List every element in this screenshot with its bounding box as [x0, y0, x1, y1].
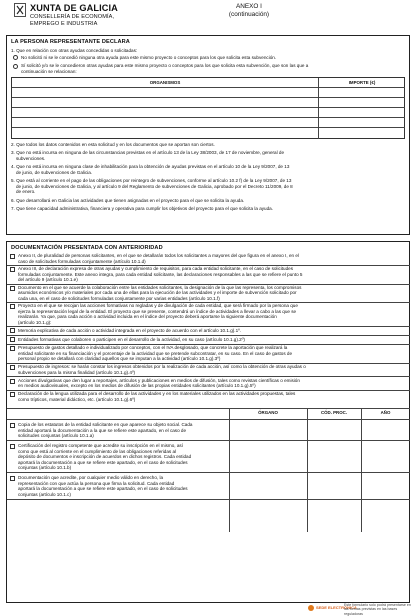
col-organ: ÓRGANO — [258, 410, 278, 415]
doc-registry-l5: conjuntas (artículo 10.1.b) — [18, 465, 72, 470]
opt-yes-label-l1: Sí solicitó y/o se le concedieron otras ayudas para este mismo proyecto o conceptos para los que solicita esta subvención, que son las que a — [21, 63, 309, 68]
sede-logo-icon — [308, 605, 314, 611]
decl-item-5-l1: 5. Que está al corriente en el pago de las obligaciones por reintegro de subvenciones, conforme al artículo 10.2 f) de la Ley 9/2007, de 13 — [11, 178, 292, 183]
doc-statutes-l1: Copia de los estatutos de la entidad solicitante en que aparece su objeto social. Cada — [18, 422, 193, 427]
doc-project-l4: (artículo 10.1.g): — [18, 319, 52, 325]
declaration-section — [6, 35, 410, 235]
aids-table — [11, 77, 405, 139]
doc-registry-l3: depósito de documentos e inscripción de acuerdos en dichos registros. Cada entidad — [18, 454, 192, 459]
doc-checkbox-annex3[interactable] — [10, 267, 15, 272]
doc-project-l2: ejerza la representación legal de la entidad. El proyecto que se presente, contendrá un índice de actividades a llevar a cabo a las que se — [18, 308, 297, 314]
doc-expenses-l1: Presupuesto de gastos detallado e individualizado por conceptos, con el IVA desglosado, que concrete la aportación que realizará la — [18, 345, 288, 350]
doc-annex3-l3: del artículo 9 (artículo 10.1.e) — [18, 277, 78, 282]
decl-item-7: 7. Que tiene capacidad administrativa, financiera y operativa para cumplir los objetivos del proyecto para el que solicita la ayuda. — [11, 206, 273, 211]
doc-collab-l2: asumidos económicos y/o materiales por cada una de ellas para la ejecución de las actividades y el importe de subvención solicitado por — [18, 290, 297, 295]
decl-item-4-l2: de junio, de subvenciones de Galicia. — [16, 169, 93, 175]
opt-no-radio[interactable] — [13, 55, 18, 60]
doc-representation-l4: conjuntas (artículo 10.1.c) — [18, 491, 71, 497]
doc-checkbox-language[interactable] — [10, 392, 15, 397]
footer-note-l1: Este formulario solo podrá presentarse en — [344, 603, 411, 607]
doc-checkbox-representation[interactable] — [10, 476, 15, 481]
doc-representation-l2: representación con que actúa la persona que firma la solicitud. Cada entidad — [18, 480, 175, 486]
doc-registry-l1: Certificación del registro competente que acredite su inscripción en el mismo, así — [18, 443, 183, 448]
documentation-section — [6, 241, 410, 603]
doc-checkbox-expenses[interactable] — [10, 346, 15, 351]
doc-representation-l3: aportará la documentación a que se refiere este apartado, en el caso de solicitudes — [18, 486, 188, 491]
q1-text: 1. Que en relación con otras ayudas concedidas o solicitadas: — [11, 48, 138, 53]
annex-title — [219, 3, 279, 18]
doc-registry-l4: aportará la documentación a que se refiere este apartado, en el caso de solicitudes — [18, 459, 188, 465]
doc-registry-l2: como que está al corriente en el cumplimiento de las obligaciones referidas al — [18, 448, 177, 454]
doc-checkbox-training-entities[interactable] — [10, 337, 15, 342]
annex-label: ANEXO I — [236, 3, 262, 10]
doc-memory: Memoria explicativa de cada acción o actividad integrada en el proyecto de acuerdo con el artículo 10.1.g).1º. — [18, 327, 242, 333]
decl-item-6: 6. Que desarrollará en Galicia las actividades que tienen asignadas en el proyecto para el que se solicita la ayuda. — [11, 198, 245, 203]
doc-language-l2: como trípticos, material didáctico, etc. (artículo 10.1.g).6º) — [18, 396, 136, 402]
doc-expenses-l3: personal propio se detallará con claridad aquellos que se imputan a la actividad (artículo 10.1.g).3º) — [18, 356, 221, 361]
decl-item-4-l1: 4. Que no está incursa en ninguna clase de inhabilitación para la obtención de ayudas previstas en el artículo 10 de la Ley 9/2007, de 13 — [11, 164, 290, 169]
dept-line2: EMPREGO E INDUSTRIA — [30, 21, 98, 27]
doc-annex2-l2: caso de solicitudes formuladas conjuntamente (artículo 10.1.d) — [18, 258, 146, 264]
org-name: XUNTA DE GALICIA — [30, 3, 118, 13]
page-header — [14, 3, 404, 35]
doc-collab-l3: cada una, en el caso de solicitudes formuladas conjuntamente por varias entidades (artículo 10.1.f) — [18, 295, 220, 301]
doc-checkbox-project[interactable] — [10, 304, 15, 309]
decl-item-5-l3: de enero. — [16, 189, 36, 194]
doc-annex2-l1: Anexo II, de pluralidad de personas solicitantes, en el que se detallarán todos los solicitantes a mayores del que figura en el anexo I, en el — [18, 253, 299, 258]
col-code: CÓD. PROC. — [320, 410, 348, 415]
doc-project-l1: Proyecto en el que se recojan las acciones formativas no regladas y de divulgación de cada entidad, que será firmado por la persona que — [18, 303, 298, 308]
doc-checkbox-memory[interactable] — [10, 328, 15, 333]
doc-income-l2: subvenciones para la misma finalidad (artículo 10.1.g).4º) — [18, 369, 136, 375]
doc-checkbox-annex2[interactable] — [10, 254, 15, 259]
decl-item-3-l1: 3. Que no está incursa en ninguna de las circunstancias previstas en el artículo 13 de la Ley 38/2003, de 17 de noviembre, general de — [11, 150, 284, 155]
doc-income-l1: Presupuesto de ingresos: se harán constar los ingresos obtenidos por la realización de cada acción, así como la obtención de otras ayudas o — [18, 364, 306, 369]
opt-yes-radio[interactable] — [13, 64, 18, 69]
col-year: AÑO — [380, 410, 391, 415]
doc-divulgation-l2: en medios audiovisuales, excepto en los medios de difusión de las propias entidades solicitantes (artículo 10.1.g).5º) — [18, 383, 256, 388]
doc-annex3-l2: formuladas conjuntamente. Este anexo integra, para cada entidad solicitante, las declaraciones responsables a las que se refiere el punto 5 — [18, 271, 303, 277]
documentation-title: DOCUMENTACIÓN PRESENTADA CON ANTERIORIDAD — [11, 245, 163, 251]
doc-checkbox-registry[interactable] — [10, 444, 15, 449]
footer-brand: SEDE ELECTRÓNICA — [316, 605, 357, 610]
doc-divulgation-l1: Acciones divulgativas que den lugar a reportajes, artículos y publicaciones en medios de difusión, tales como revistas científicas o emisión — [18, 377, 300, 383]
aids-col-amount: IMPORTE (€) — [348, 80, 376, 85]
declaration-title: LA PERSONA REPRESENTANTE DECLARA — [11, 39, 130, 45]
doc-annex3-l1: Anexo III, de declaración expresa de otras ayudas y cumplimiento de requisitos, para cada entidad solicitante, en el caso de solicitudes — [18, 266, 294, 271]
doc-expenses-l2: entidad solicitante en su financiación y el porcentaje de la actividad que se pretende subcontratar, en su caso. En el caso de gastos de — [18, 350, 293, 356]
doc-collab-l1: Documento en el que se acuerde la colaboración entre las entidades solicitantes, la designación de la que las representa, los compromisos — [18, 284, 302, 290]
opt-yes-label-l2: continuación se relacionan: — [21, 68, 77, 74]
doc-representation-l1: Documentación que acredite, por cualquier medio válido en derecho, la — [18, 475, 164, 480]
xunta-logo-icon — [14, 3, 26, 17]
footer-note — [344, 603, 416, 616]
doc-language-l1: Declaración de la lengua utilizada para el desarrollo de las actividades y en los materiales utilizados en las actividades propuestas, tales — [18, 391, 296, 396]
doc-statutes-l3: solicitudes conjuntas (artículo 10.1.a) — [18, 433, 94, 438]
decl-item-3-l2: subvenciones. — [16, 155, 46, 161]
dept-line1: CONSELLERÍA DE ECONOMÍA, — [30, 14, 115, 20]
doc-checkbox-divulgation[interactable] — [10, 379, 15, 384]
aids-col-org: ORGANISMOS — [149, 80, 181, 85]
annex-sub: (continuación) — [228, 10, 270, 18]
footer-note-l2: las formas previstas en las bases reguladoras — [344, 607, 398, 616]
doc-project-l3: realizarán. Ya que, para cada acción o actividad incluida en el índice del proyecto deberá aportarse la siguiente documentación — [18, 314, 277, 319]
doc-checkbox-statutes[interactable] — [10, 423, 15, 428]
doc-checkbox-collaboration[interactable] — [10, 286, 15, 291]
doc-training-entities: Entidades formativas que colaboren o participen en el desarrollo de la actividad, en su caso (artículo 10.1.g).2º) — [18, 336, 245, 342]
decl-item-5-l2: de junio, de subvenciones de Galicia, y al artículo 9 del Reglamento de subvenciones de Galicia, aprobado por el Decreto 11/2009, de 8 — [16, 183, 293, 189]
doc-checkbox-income[interactable] — [10, 365, 15, 370]
opt-no-label: No solicitó ni se le concedió ninguna otra ayuda para este mismo proyecto o conceptos para los que solicita esta subvención. — [21, 55, 277, 60]
decl-item-2: 2. Que todos los datos contenidos en esta solicitud y en los documentos que se aportan son ciertos. — [11, 142, 215, 147]
doc-statutes-l2: entidad aportará la documentación a la que se refiere este apartado, en el caso de — [18, 427, 187, 433]
